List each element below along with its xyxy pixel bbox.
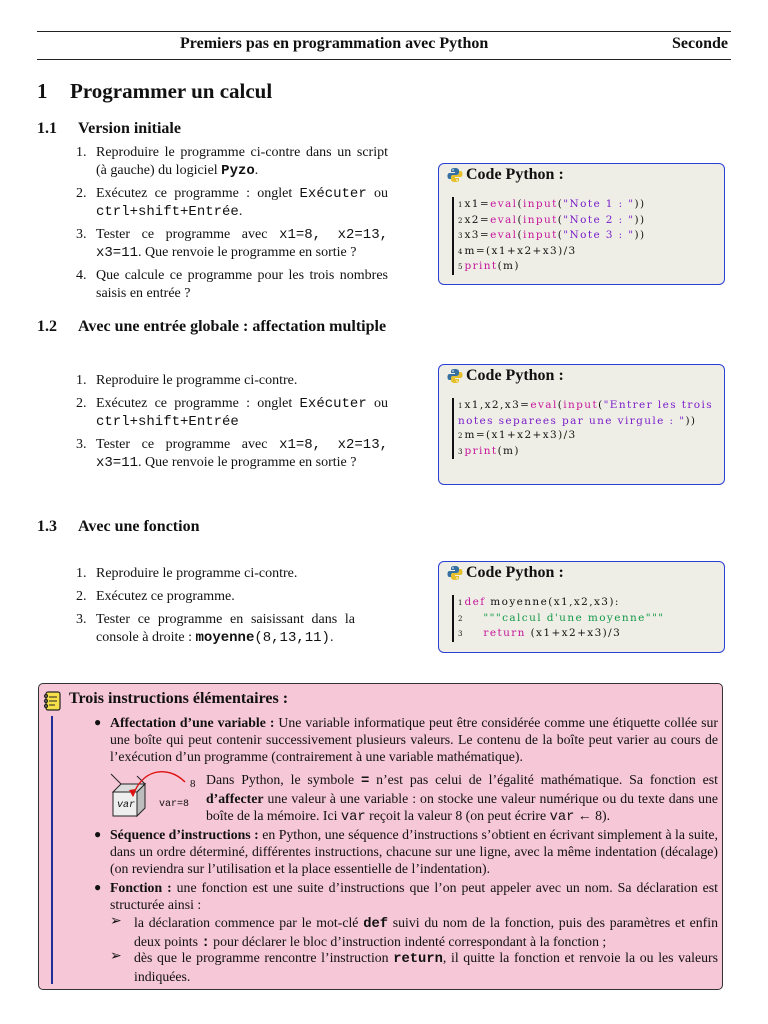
line-number: 3: [458, 447, 463, 456]
line-number: 1: [458, 201, 463, 209]
line-number: 4: [458, 247, 463, 256]
code-fragment: (8,13,11): [254, 630, 330, 646]
code-box-title-text: Code Python :: [466, 367, 564, 384]
code-string: "Entrer les trois notes separees par une virgule : ": [458, 399, 718, 427]
line-number: 2: [458, 432, 463, 440]
code-listing: [452, 398, 718, 459]
code-fragment: var: [340, 810, 366, 825]
text-fragment: Reproduire le programme ci-contre.: [96, 373, 298, 388]
text-fragment: d’affecter: [206, 791, 264, 806]
subsection-number: 1.1: [37, 120, 57, 137]
code-keyword: eval: [530, 399, 558, 411]
code-line: [458, 611, 718, 627]
variable-box-label: var: [117, 800, 136, 811]
text-fragment: la déclaration commence par le mot-clé: [134, 915, 364, 930]
subsection-heading-1-3: [37, 518, 199, 536]
code-token: (m): [497, 444, 520, 457]
code-string: "Note 2 : ": [563, 213, 635, 226]
step-item: [0, 611, 355, 647]
text-fragment: Tester ce programme avec: [96, 227, 280, 242]
header-bottom-rule: [37, 59, 731, 60]
declaration-rule: [134, 914, 718, 952]
step-item: [0, 267, 388, 303]
step-number: 3.: [76, 612, 87, 627]
code-fragment: moyenne: [195, 630, 255, 646]
code-token: (: [517, 198, 523, 210]
line-number: 2: [458, 216, 463, 225]
code-keyword: eval: [490, 213, 518, 226]
code-fragment: ctrl+shift+Entrée: [96, 204, 239, 220]
code-keyword: print: [464, 260, 498, 272]
code-token: x1=: [464, 198, 491, 210]
code-token: (: [557, 229, 564, 241]
step-number: 2.: [76, 186, 87, 201]
paragraph-fonction: [110, 879, 718, 913]
text-fragment: suivi du nom de la fonction, puis des paramètres et enfin deux points: [134, 915, 719, 949]
code-listing: [452, 197, 718, 275]
code-token: )): [634, 229, 646, 241]
text-fragment: dès que le programme rencontre l’instruction: [134, 950, 394, 965]
notebook-icon: [43, 690, 63, 712]
code-line: [458, 259, 718, 275]
steps-list-1-3: [0, 565, 355, 652]
bullet-icon: ●: [94, 715, 102, 729]
text-fragment: .: [238, 204, 243, 219]
code-keyword: input: [522, 198, 558, 210]
step-number: 3.: [76, 227, 87, 242]
bullet-icon: ●: [94, 827, 102, 841]
bullet-icon: ●: [94, 880, 102, 894]
code-token: x3=: [464, 229, 491, 241]
text-fragment: , il quitte la fonction et renvoie la ou les valeurs indiquées.: [134, 950, 718, 984]
code-docstring: """calcul d'une moyenne""": [483, 611, 665, 624]
info-box-left-rule: [51, 716, 53, 984]
code-token: m=(x1+x2+x3)/3: [464, 244, 577, 257]
text-fragment: ← 8).: [574, 808, 611, 823]
code-line: [458, 444, 718, 460]
code-fragment: x1=8, x2=13, x3=11: [96, 227, 388, 261]
code-listing: [452, 595, 718, 642]
code-line: [458, 197, 718, 213]
text-fragment: n’est pas celui de l’égalité mathématique. Sa fonction est: [369, 772, 718, 787]
code-token: (: [557, 213, 564, 226]
code-box-title-text: Code Python :: [466, 166, 564, 183]
code-token: )): [685, 414, 697, 427]
text-fragment: Reproduire le programme ci-contre.: [96, 566, 298, 581]
code-box-2: [438, 364, 725, 485]
section-title: Programmer un calcul: [70, 79, 273, 103]
code-line: [458, 428, 718, 444]
code-fragment: Exécuter: [299, 186, 367, 202]
code-fragment: return: [393, 952, 443, 967]
code-token: (: [517, 213, 523, 226]
text-fragment: .: [254, 163, 259, 178]
document-level: Seconde: [672, 35, 728, 52]
paragraph-label: Fonction :: [110, 880, 172, 895]
code-line: [458, 228, 718, 244]
code-token: )): [634, 213, 646, 226]
step-number: 1.: [76, 373, 87, 388]
arrow-bullet-icon: ➢: [110, 914, 122, 929]
code-token: x1,x2,x3=: [464, 399, 531, 411]
code-fragment: :: [201, 936, 210, 951]
header-top-rule: [37, 31, 731, 32]
step-item: [0, 395, 388, 431]
paragraph-affectation: [110, 714, 718, 765]
code-line: [458, 398, 718, 428]
section-heading: [37, 79, 272, 104]
paragraph-text: une fonction est une suite d’instructions que l’on peut appeler avec un nom. Sa déclaration est structurée ainsi :: [110, 880, 719, 912]
code-keyword: print: [464, 444, 498, 457]
subsection-title: Avec une fonction: [78, 518, 200, 535]
text-fragment: Exécutez ce programme.: [96, 589, 235, 604]
code-string: "Note 3 : ": [563, 229, 635, 241]
line-number: 3: [458, 630, 463, 638]
subsection-number: 1.2: [37, 318, 57, 335]
step-item: [0, 372, 388, 390]
code-line: [458, 213, 718, 229]
code-token: (x1+x2+x3)/3: [525, 627, 622, 639]
line-number: 1: [458, 402, 463, 410]
code-token: [464, 612, 483, 624]
step-number: 3.: [76, 437, 87, 452]
code-fragment: Pyzo: [221, 163, 255, 179]
subsection-title: Version initiale: [78, 120, 181, 137]
line-number: 5: [458, 263, 463, 271]
code-fragment: ctrl+shift+Entrée: [96, 414, 239, 430]
assignment-example: var=8: [159, 799, 190, 810]
section-number: 1: [37, 79, 48, 103]
subsection-title: Avec une entrée globale : affectation multiple: [78, 318, 387, 335]
text-fragment: Exécutez ce programme : onglet: [96, 396, 300, 411]
text-fragment: . Que renvoie le programme en sortie ?: [138, 455, 357, 470]
step-item: [0, 185, 388, 221]
code-keyword: eval: [490, 198, 518, 210]
code-fragment: var: [549, 810, 575, 825]
paragraph-text: en Python, une séquence d’instructions s’obtient en écrivant simplement à la suite, dans un ordre déterminé, différentes instructions, chacune sur une ligne, avec la même indentation (décalage) (on reviendra sur l’utilisation et la place essentielle de l’indentation).: [110, 827, 718, 876]
step-number: 2.: [76, 396, 87, 411]
code-keyword: def: [464, 596, 486, 608]
code-fragment: =: [361, 774, 370, 789]
info-box-title: Trois instructions élémentaires :: [69, 690, 289, 707]
step-item: [0, 144, 388, 180]
code-box-title-text: Code Python :: [466, 564, 564, 581]
text-fragment: Dans Python, le symbole: [206, 772, 362, 787]
step-number: 4.: [76, 268, 87, 283]
return-rule: [134, 949, 718, 985]
code-line: [458, 595, 718, 611]
paragraph-label: Séquence d’instructions :: [110, 827, 259, 842]
code-string: "Note 1 : ": [563, 198, 635, 210]
code-token: moyenne(x1,x2,x3):: [485, 596, 620, 608]
step-item: [0, 565, 355, 583]
text-fragment: ou: [366, 186, 389, 201]
step-item: [0, 226, 388, 262]
code-keyword: return: [483, 627, 526, 639]
step-number: 1.: [76, 145, 87, 160]
line-number: 2: [458, 614, 463, 623]
subsection-number: 1.3: [37, 518, 57, 535]
text-fragment: Tester ce programme avec: [96, 437, 280, 452]
text-fragment: reçoit la valeur 8 (on peut écrire: [365, 808, 550, 823]
code-fragment: x1=8, x2=13, x3=11: [96, 437, 388, 471]
subsection-heading-1-1: [37, 120, 181, 138]
text-fragment: . Que renvoie le programme en sortie ?: [138, 245, 357, 260]
code-box-3: [438, 561, 725, 653]
code-token: (: [557, 399, 564, 411]
line-number: 3: [458, 232, 463, 240]
step-item: [0, 436, 388, 472]
variable-value: 8: [190, 778, 196, 790]
code-box-title: [447, 166, 564, 184]
code-fragment: Exécuter: [299, 396, 367, 412]
document-title: Premiers pas en programmation avec Python: [180, 35, 489, 52]
step-number: 2.: [76, 589, 87, 604]
code-token: (: [557, 198, 564, 210]
code-line: [458, 626, 718, 642]
code-token: m=(x1+x2+x3)/3: [464, 429, 577, 441]
code-token: (: [517, 229, 523, 241]
paragraph-sequence: [110, 826, 718, 877]
python-logo-icon: [447, 565, 463, 581]
subsection-heading-1-2: [37, 318, 386, 336]
code-keyword: input: [563, 399, 599, 411]
text-fragment: Que calcule ce programme pour les trois nombres saisis en entrée ?: [96, 268, 388, 301]
paragraph-affectation-python: [206, 771, 718, 826]
code-token: (: [598, 399, 604, 411]
code-token: [464, 627, 483, 639]
code-box-1: [438, 163, 725, 285]
text-fragment: Reproduire le programme ci-contre dans un script (à gauche) du logiciel: [96, 145, 388, 178]
steps-list-1-2: [0, 372, 388, 477]
text-fragment: Exécutez ce programme : onglet: [96, 186, 300, 201]
line-number: 1: [458, 599, 463, 607]
text-fragment: ou: [366, 396, 389, 411]
code-token: )): [634, 198, 646, 210]
text-fragment: Tester ce programme en saisissant dans la console à droite :: [96, 612, 355, 645]
code-keyword: input: [522, 213, 558, 226]
code-box-title: [447, 367, 564, 385]
code-token: (m): [497, 260, 520, 272]
code-keyword: eval: [490, 229, 518, 241]
paragraph-text: Une variable informatique peut être considérée comme une étiquette collée sur une boîte qui peut contenir successivement plusieurs valeurs. Le contenu de la boîte peut varier au cours de l’exécution d’un programme (contrairement à une variable mathématique).: [110, 715, 718, 764]
code-line: [458, 244, 718, 260]
arrow-bullet-icon: ➢: [110, 949, 122, 964]
python-logo-icon: [447, 167, 463, 183]
step-number: 1.: [76, 566, 87, 581]
python-logo-icon: [447, 368, 463, 384]
text-fragment: .: [329, 630, 334, 645]
info-box: [38, 683, 723, 990]
steps-list-1-1: [0, 144, 388, 308]
code-keyword: input: [522, 229, 558, 241]
paragraph-label: Affectation d’une variable :: [110, 715, 275, 730]
step-item: [0, 588, 355, 606]
text-fragment: pour déclarer le bloc d’instruction indenté correspondant à la fonction ;: [209, 934, 607, 949]
code-token: x2=: [464, 213, 491, 226]
code-fragment: def: [363, 917, 389, 932]
text-fragment: une valeur à une variable : on stocke une valeur numérique ou du texte dans une boîte de la mémoire. Ici: [206, 791, 718, 823]
code-box-title: [447, 564, 564, 582]
